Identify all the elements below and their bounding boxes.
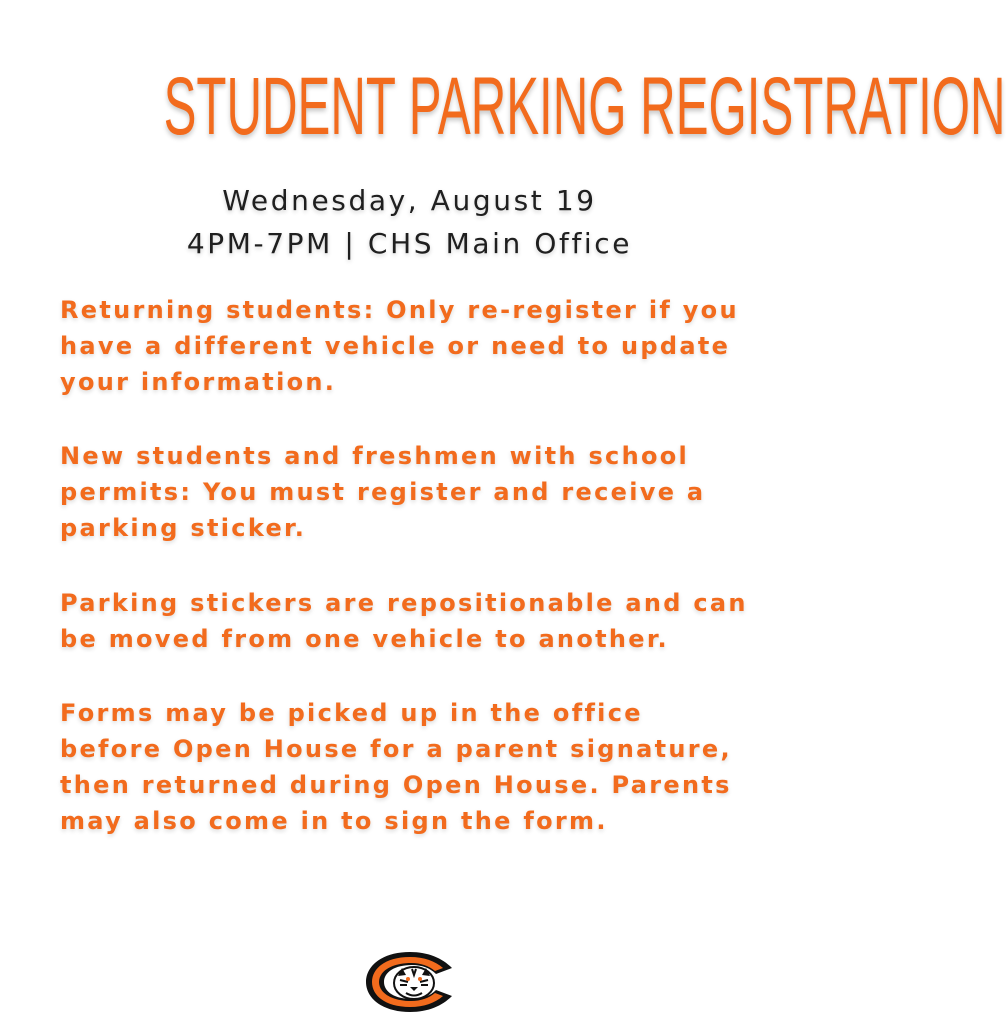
paragraph-line: parking sticker. (60, 514, 307, 542)
paragraph-line: before Open House for a parent signature, (60, 735, 732, 763)
paragraph-line: Forms may be picked up in the office (60, 699, 643, 727)
paragraph-line: Parking stickers are repositionable and can (60, 589, 748, 617)
event-date: Wednesday, August 19 (222, 184, 597, 217)
paragraph-line: then returned during Open House. Parents (60, 771, 732, 799)
paragraph-line: may also come in to sign the form. (60, 807, 608, 835)
paragraph-line: Returning students: Only re-register if you (60, 296, 739, 324)
returning-students-paragraph (60, 292, 780, 400)
event-time-location: 4PM-7PM | CHS Main Office (186, 227, 633, 260)
paragraph-line: your information. (60, 368, 337, 396)
stickers-paragraph (60, 585, 780, 657)
tiger-c-logo-icon (362, 950, 458, 1014)
forms-paragraph (60, 695, 780, 839)
page-title: STUDENT PARKING REGISTRATION (163, 61, 1006, 152)
paragraph-line: New students and freshmen with school (60, 442, 690, 470)
paragraph-line: permits: You must register and receive a (60, 478, 706, 506)
paragraph-line: be moved from one vehicle to another. (60, 625, 669, 653)
paragraph-line: have a different vehicle or need to update (60, 332, 731, 360)
new-students-paragraph (60, 438, 780, 546)
